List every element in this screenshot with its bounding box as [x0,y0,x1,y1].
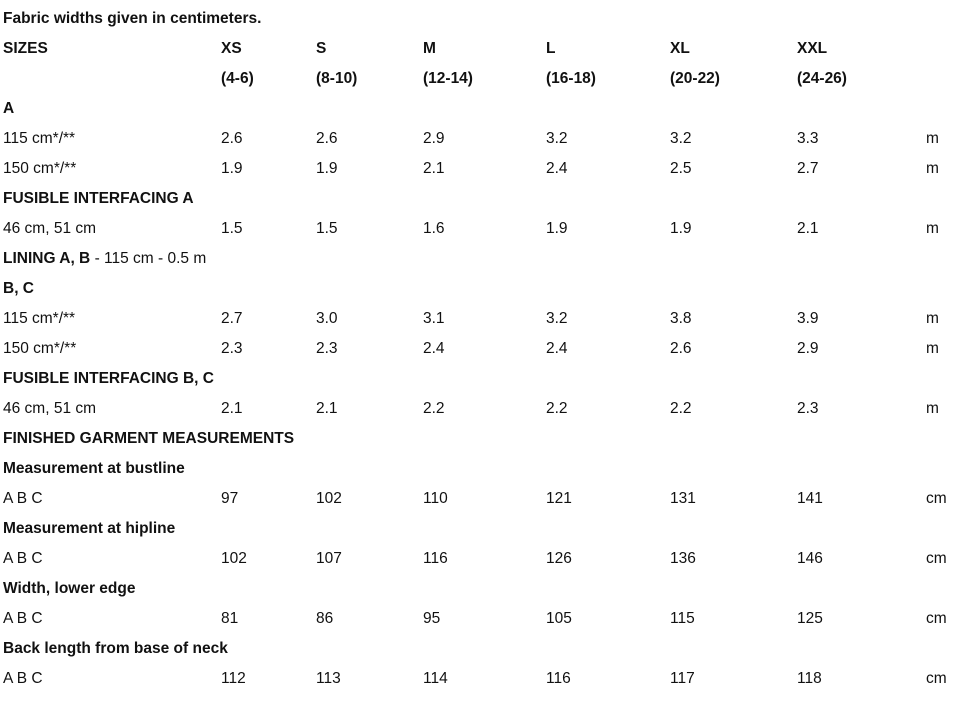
section-title: LINING A, B [3,250,91,267]
table-row [0,334,969,364]
section-title: A [3,100,15,117]
size-header: XXL [797,40,828,57]
size-header: M [423,40,436,57]
table-cell: 2.6 [316,130,338,147]
table-cell: 136 [670,550,696,567]
row-label: A B C [3,670,43,687]
table-row [0,304,969,334]
table-cell: 2.7 [797,160,819,177]
table-cell: 2.3 [221,340,243,357]
size-range: (8-10) [316,70,358,87]
sizes-header-row [0,34,969,64]
table-cell: 3.8 [670,310,692,327]
table-cell: 1.9 [546,220,568,237]
table-cell: 2.1 [221,400,243,417]
table-cell: 118 [797,670,822,687]
table-cell: 3.2 [670,130,692,147]
row-label: A B C [3,490,43,507]
table-cell: 2.3 [797,400,819,417]
table-cell: 2.1 [797,220,819,237]
table-cell: 1.6 [423,220,445,237]
table-cell: 1.9 [670,220,692,237]
section-title: FUSIBLE INTERFACING B, C [3,370,214,387]
table-cell: 2.9 [423,130,445,147]
row-label: 46 cm, 51 cm [3,220,97,237]
table-row [0,664,969,694]
row-label: 46 cm, 51 cm [3,400,97,417]
table-cell: 112 [221,670,246,687]
table-cell: 3.0 [316,310,338,327]
size-header: XL [670,40,690,57]
row-label: A B C [3,550,43,567]
measurement-title: Back length from base of neck [3,640,228,657]
table-cell: 115 [670,610,695,627]
lining-detail: - 115 cm - 0.5 m [90,250,207,267]
unit-label: m [926,340,939,357]
table-cell: 141 [797,490,823,507]
table-cell: 2.6 [670,340,692,357]
unit-label: m [926,310,939,327]
table-cell: 95 [423,610,441,627]
fabric-width-note: Fabric widths given in centimeters. [3,10,262,27]
table-cell: 3.3 [797,130,819,147]
table-cell: 131 [670,490,696,507]
unit-label: cm [926,550,947,567]
table-row [0,484,969,514]
size-range: (4-6) [221,70,254,87]
section-title: B, C [3,280,34,297]
table-row [0,394,969,424]
table-cell: 86 [316,610,334,627]
table-cell: 125 [797,610,823,627]
table-cell: 121 [546,490,572,507]
section-heading-fusible-bc [0,364,969,394]
table-cell: 2.7 [221,310,243,327]
section-heading-bc [0,274,969,304]
measurement-heading [0,454,969,484]
sizes-label: SIZES [3,40,48,57]
row-label: 150 cm*/** [3,160,77,177]
table-row [0,214,969,244]
table-cell: 3.2 [546,130,568,147]
table-cell: 2.3 [316,340,338,357]
table-cell: 2.6 [221,130,243,147]
measurement-heading [0,514,969,544]
size-header: XS [221,40,242,57]
note-row [0,4,969,34]
lining-row [0,244,969,274]
table-cell: 3.2 [546,310,568,327]
section-heading-a [0,94,969,124]
table-cell: 114 [423,670,448,687]
table-cell: 126 [546,550,572,567]
size-range: (24-26) [797,70,847,87]
table-cell: 110 [423,490,448,507]
table-cell: 3.1 [423,310,445,327]
table-cell: 102 [221,550,247,567]
unit-label: cm [926,670,947,687]
measurement-heading [0,574,969,604]
row-label: 115 cm*/** [3,310,76,327]
section-title: FINISHED GARMENT MEASUREMENTS [3,430,295,447]
size-range: (12-14) [423,70,473,87]
measurement-heading [0,634,969,664]
table-cell: 2.5 [670,160,692,177]
table-cell: 2.9 [797,340,819,357]
table-cell: 102 [316,490,342,507]
section-heading-fusible-a [0,184,969,214]
row-label: 150 cm*/** [3,340,77,357]
measurement-title: Measurement at hipline [3,520,176,537]
table-cell: 113 [316,670,341,687]
table-cell: 2.1 [316,400,338,417]
table-cell: 97 [221,490,239,507]
table-cell: 2.2 [670,400,692,417]
table-cell: 2.4 [546,160,568,177]
measurement-title: Width, lower edge [3,580,136,597]
table-cell: 2.4 [546,340,568,357]
table-cell: 3.9 [797,310,819,327]
table-cell: 116 [423,550,448,567]
row-label: 115 cm*/** [3,130,76,147]
table-cell: 2.2 [423,400,445,417]
size-header: S [316,40,327,57]
size-range: (16-18) [546,70,596,87]
size-range-row [0,64,969,94]
size-header: L [546,40,556,57]
table-cell: 2.4 [423,340,445,357]
row-label: A B C [3,610,43,627]
unit-label: m [926,220,939,237]
unit-label: m [926,400,939,417]
table-row [0,154,969,184]
lining-text [3,244,206,274]
table-cell: 2.1 [423,160,445,177]
section-title: FUSIBLE INTERFACING A [3,190,194,207]
table-cell: 1.9 [221,160,243,177]
table-cell: 1.5 [316,220,338,237]
unit-label: cm [926,610,947,627]
unit-label: m [926,130,939,147]
measurement-title: Measurement at bustline [3,460,185,477]
table-cell: 81 [221,610,239,627]
table-cell: 116 [546,670,571,687]
table-row [0,604,969,634]
table-row [0,124,969,154]
unit-label: cm [926,490,947,507]
unit-label: m [926,160,939,177]
table-cell: 1.5 [221,220,243,237]
table-row [0,544,969,574]
table-cell: 146 [797,550,823,567]
table-cell: 117 [670,670,695,687]
table-cell: 1.9 [316,160,338,177]
finished-heading-row [0,424,969,454]
table-cell: 105 [546,610,572,627]
table-cell: 2.2 [546,400,568,417]
table-cell: 107 [316,550,342,567]
size-range: (20-22) [670,70,720,87]
